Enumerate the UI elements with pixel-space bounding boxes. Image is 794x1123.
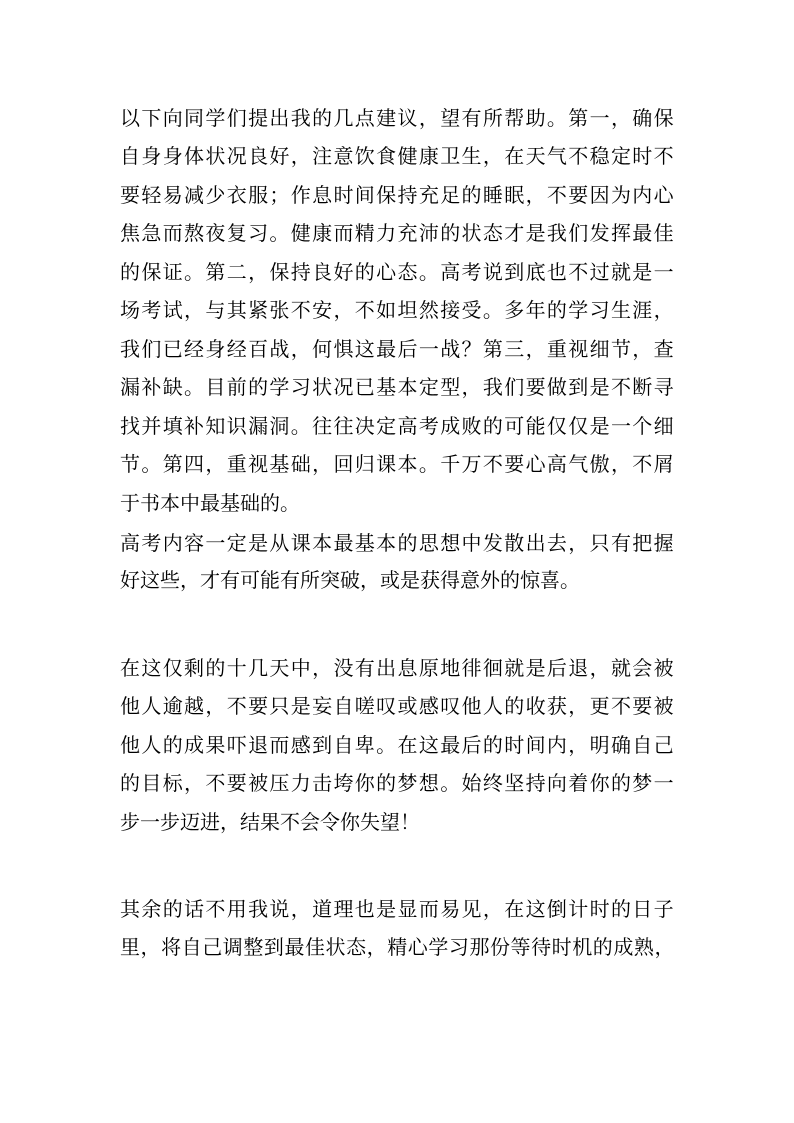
text-line: 在这仅剩的十几天中，没有出息原地徘徊就是后退，就会被 <box>120 656 675 680</box>
text-line: 里，将自己调整到最佳状态，精心学习那份等待时机的成熟， <box>120 935 675 959</box>
text-line: 的保证。第二，保持良好的心态。高考说到底也不过就是一 <box>120 260 675 284</box>
text-line: 其余的话不用我说，道理也是显而易见，在这倒计时的日子 <box>120 897 675 921</box>
text-line: 找并填补知识漏洞。往往决定高考成败的可能仅仅是一个细 <box>120 414 675 438</box>
text-line: 他人的成果吓退而感到自卑。在这最后的时间内，明确自己 <box>120 733 675 757</box>
text-line: 自身身体状况良好，注意饮食健康卫生，在天气不稳定时不 <box>120 144 675 168</box>
text-line: 漏补缺。目前的学习状况已基本定型，我们要做到是不断寻 <box>120 375 675 399</box>
text-line: 以下向同学们提出我的几点建议，望有所帮助。第一，确保 <box>120 106 675 130</box>
text-line: 我们已经身经百战，何惧这最后一战？第三，重视细节，查 <box>120 337 675 361</box>
text-line: 高考内容一定是从课本最基本的思想中发散出去，只有把握 <box>120 531 675 555</box>
text-line: 节。第四，重视基础，回归课本。千万不要心高气傲，不屑 <box>120 452 675 476</box>
text-line: 场考试，与其紧张不安，不如坦然接受。多年的学习生涯， <box>120 298 675 322</box>
text-line: 步一步迈进，结果不会令你失望！ <box>120 810 420 834</box>
text-line: 焦急而熬夜复习。健康而精力充沛的状态才是我们发挥最佳 <box>120 221 675 245</box>
text-line: 他人逾越，不要只是妄自嗟叹或感叹他人的收获，更不要被 <box>120 694 675 718</box>
text-line: 的目标，不要被压力击垮你的梦想。始终坚持向着你的梦一 <box>120 771 675 795</box>
text-line: 要轻易减少衣服；作息时间保持充足的睡眠，不要因为内心 <box>120 183 675 207</box>
text-line: 好这些，才有可能有所突破，或是获得意外的惊喜。 <box>120 568 580 592</box>
text-line: 于书本中最基础的。 <box>120 491 300 515</box>
